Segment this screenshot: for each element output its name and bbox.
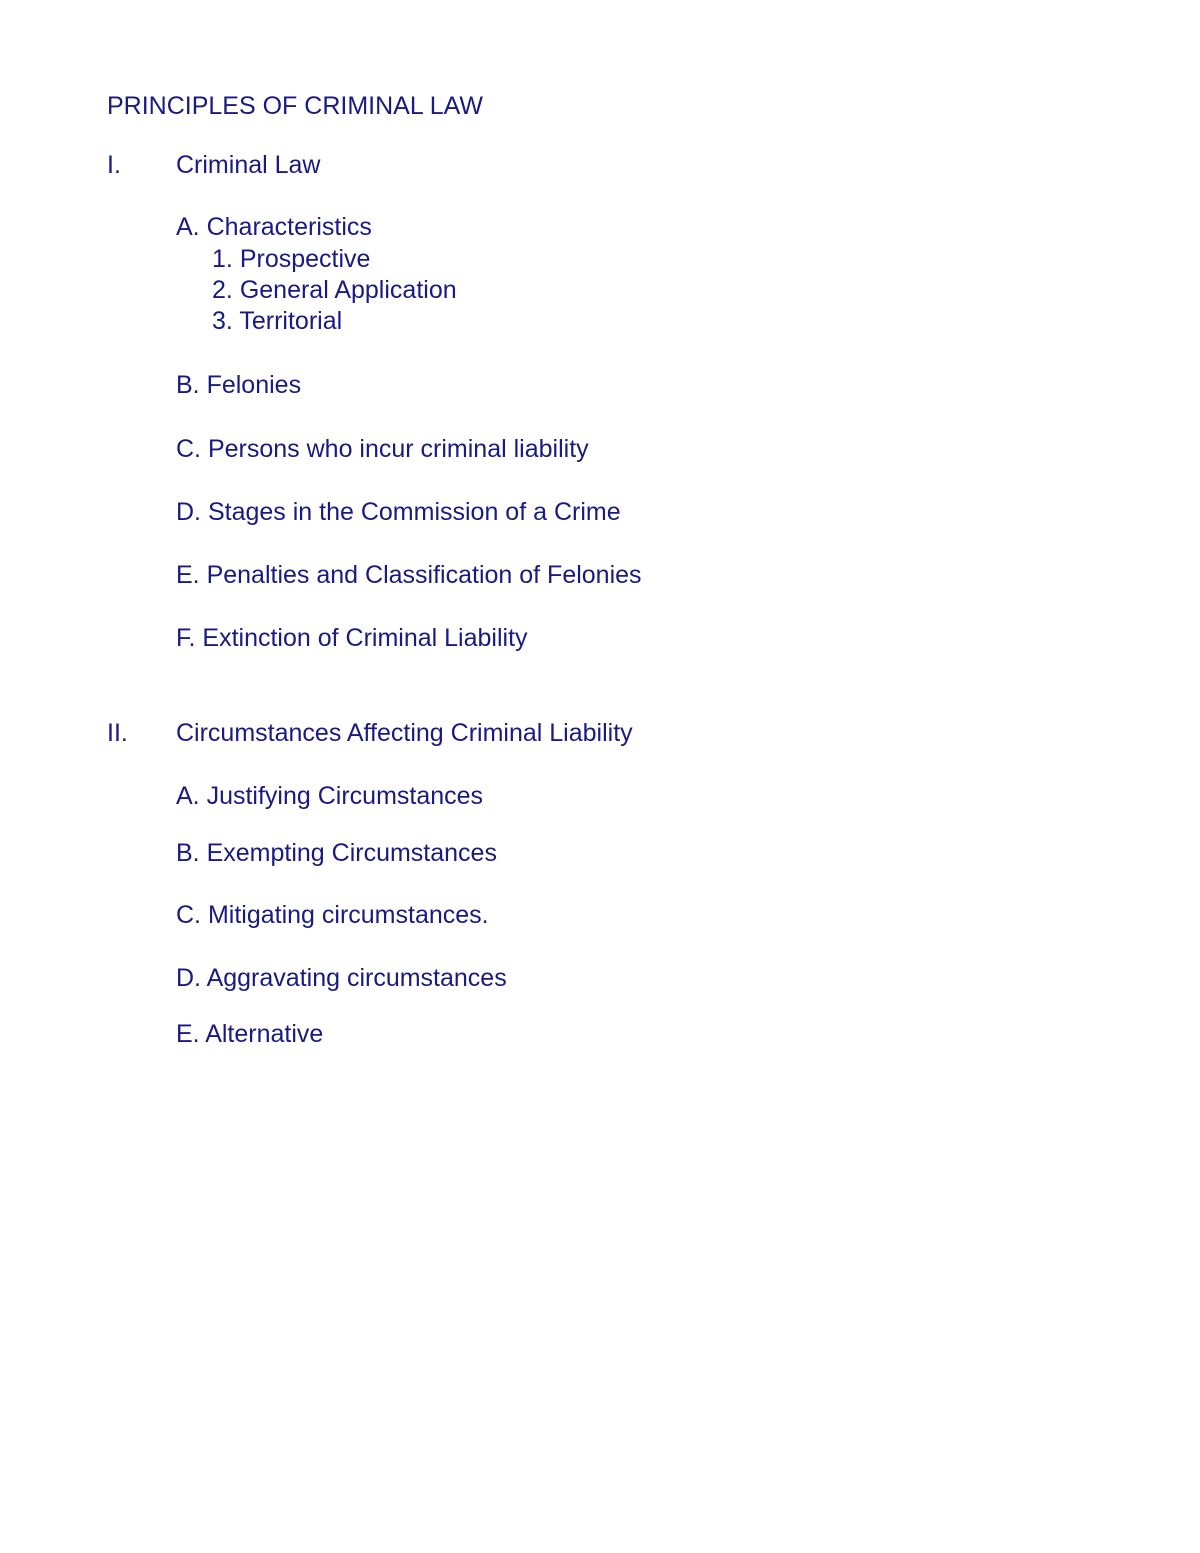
item-label: Penalties and Classification of Felonies [206, 561, 642, 589]
outline-item [176, 370, 301, 400]
outline-subitem [212, 306, 342, 336]
document-title: PRINCIPLES OF CRIMINAL LAW [107, 92, 483, 120]
outline-item [176, 900, 489, 930]
item-letter: A. [176, 782, 200, 810]
item-letter: E. [176, 1020, 200, 1048]
item-letter: E. [176, 561, 200, 589]
item-letter: D. [176, 964, 201, 992]
subitem-number: 1. [212, 245, 233, 273]
item-label: Exempting Circumstances [206, 839, 497, 867]
outline-subitem [212, 275, 457, 305]
item-label: Mitigating circumstances. [207, 901, 489, 929]
item-label: Persons who incur criminal liability [207, 435, 589, 463]
item-letter: C. [176, 435, 201, 463]
subitem-label: Territorial [239, 307, 343, 335]
outline-item [176, 781, 483, 811]
outline-item [176, 623, 528, 653]
subitem-number: 3. [212, 307, 233, 335]
item-label: Characteristics [206, 213, 372, 241]
section-2-numeral: II. [107, 719, 128, 747]
subitem-label: General Application [239, 276, 457, 304]
item-letter: B. [176, 839, 200, 867]
item-letter: C. [176, 901, 201, 929]
item-letter: A. [176, 213, 200, 241]
outline-item [176, 434, 589, 464]
item-label: Stages in the Commission of a Crime [207, 498, 621, 526]
outline-item [176, 212, 372, 242]
subitem-number: 2. [212, 276, 233, 304]
outline-item [176, 838, 497, 868]
item-label: Justifying Circumstances [206, 782, 484, 810]
section-1-heading: Criminal Law [176, 151, 321, 179]
outline-item [176, 1019, 323, 1049]
item-letter: F. [176, 624, 196, 652]
item-letter: D. [176, 498, 201, 526]
section-1-numeral: I. [107, 151, 121, 179]
outline-subitem [212, 244, 370, 274]
section-2-heading: Circumstances Affecting Criminal Liability [176, 719, 633, 747]
item-label: Aggravating circumstances [206, 964, 507, 992]
item-letter: B. [176, 371, 200, 399]
outline-item [176, 560, 642, 590]
item-label: Felonies [206, 371, 302, 399]
item-label: Extinction of Criminal Liability [202, 624, 528, 652]
outline-item [176, 497, 621, 527]
subitem-label: Prospective [239, 245, 371, 273]
outline-item [176, 963, 507, 993]
item-label: Alternative [205, 1020, 324, 1048]
